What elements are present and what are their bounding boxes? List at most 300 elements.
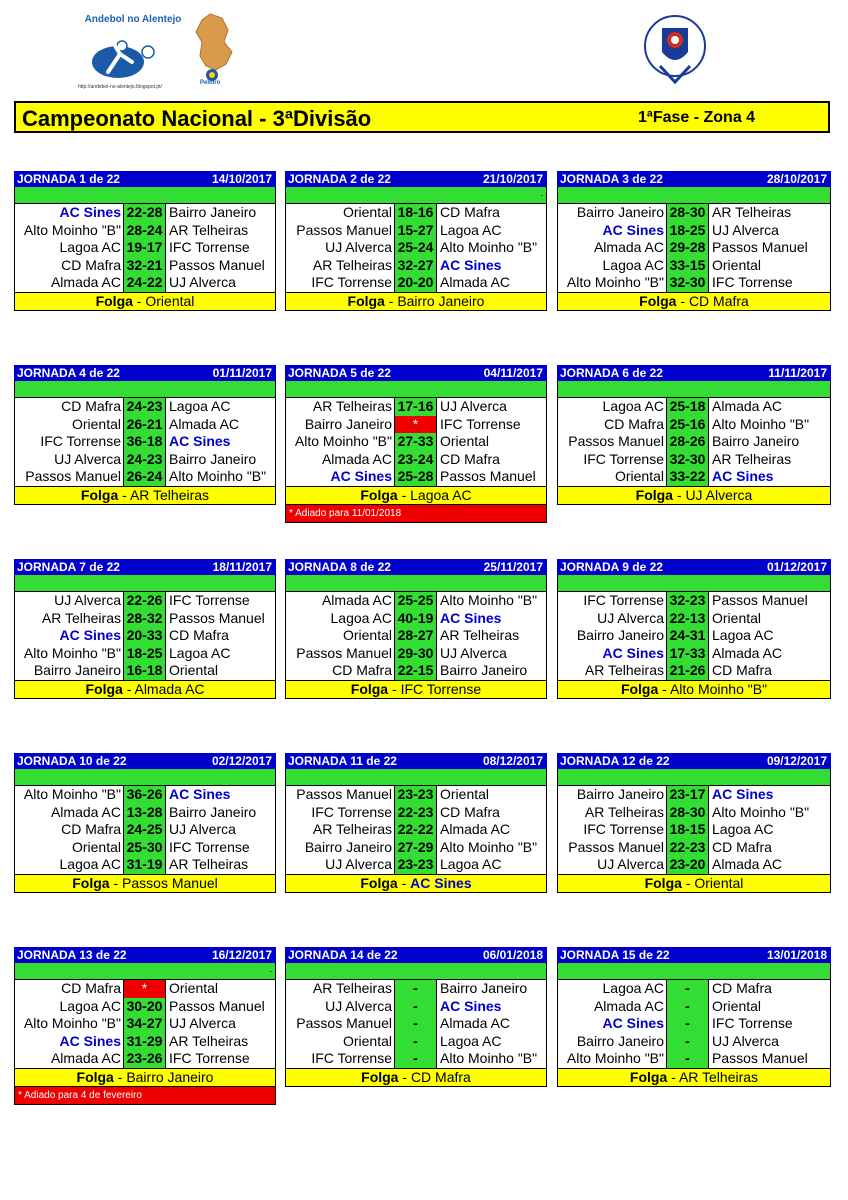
folga-label: Folga — [347, 292, 385, 309]
match-score: 36-26 — [123, 786, 166, 804]
match-row — [15, 468, 275, 486]
match-score: 18-25 — [666, 222, 709, 240]
home-team: Oriental — [614, 468, 664, 485]
match-row — [558, 239, 830, 257]
match-row — [558, 274, 830, 292]
home-team: Bairro Janeiro — [576, 204, 664, 220]
away-team: Alto Moinho "B" — [440, 592, 538, 608]
round-block — [14, 753, 276, 893]
match-score: 32-27 — [394, 257, 437, 275]
round-header — [557, 947, 831, 963]
away-team: Lagoa AC — [440, 856, 502, 873]
match-score: 15-27 — [394, 222, 437, 240]
home-team: UJ Alverca — [325, 239, 392, 256]
match-row — [15, 662, 275, 680]
match-row — [286, 856, 546, 874]
round-green-band — [285, 381, 547, 397]
away-team: Bairro Janeiro — [169, 204, 257, 220]
match-score: 22-13 — [666, 610, 709, 628]
folga-separator: - — [672, 486, 686, 503]
match-score: 28-27 — [394, 627, 437, 645]
away-team: CD Mafra — [712, 838, 772, 855]
home-team: AR Telheiras — [312, 821, 392, 838]
match-score: 30-20 — [123, 998, 166, 1016]
folga-separator: - — [658, 680, 670, 697]
away-team: Oriental — [712, 997, 762, 1014]
away-team: Oriental — [169, 662, 219, 679]
match-row — [286, 274, 546, 292]
round-date: 16/12/2017 — [211, 948, 272, 962]
home-team: UJ Alverca — [597, 609, 664, 626]
round-name: JORNADA 1 de 22 — [17, 172, 120, 186]
match-table — [285, 785, 547, 875]
round-green-band — [285, 769, 547, 785]
away-team: AR Telheiras — [440, 627, 520, 644]
home-team: Oriental — [342, 204, 392, 220]
round-name: JORNADA 11 de 22 — [288, 754, 397, 768]
folga-team: Oriental — [694, 874, 744, 891]
match-row — [15, 222, 275, 240]
match-row — [15, 1015, 275, 1033]
match-score: - — [394, 1050, 437, 1068]
match-score: - — [394, 998, 437, 1016]
away-team: AC Sines — [169, 786, 231, 802]
round-green-band — [557, 769, 831, 785]
home-team: CD Mafra — [61, 398, 121, 414]
match-row — [15, 1033, 275, 1051]
match-row — [15, 804, 275, 822]
match-row — [286, 645, 546, 663]
home-team: Bairro Janeiro — [33, 662, 121, 679]
match-score: 29-28 — [666, 239, 709, 257]
away-team: AC Sines — [440, 609, 502, 626]
home-team: AR Telheiras — [584, 803, 664, 820]
away-team: CD Mafra — [169, 627, 229, 644]
home-team: AC Sines — [602, 644, 664, 661]
home-team: Passos Manuel — [568, 838, 664, 855]
home-team: IFC Torrense — [583, 821, 664, 838]
match-score: 24-25 — [123, 821, 166, 839]
away-team: UJ Alverca — [169, 274, 236, 291]
match-score: 24-23 — [123, 451, 166, 469]
away-team: IFC Torrense — [169, 1050, 250, 1067]
folga-label: Folga — [360, 486, 398, 503]
match-row — [558, 998, 830, 1016]
round-name: JORNADA 14 de 22 — [288, 948, 398, 962]
round-dot: . — [540, 188, 543, 198]
folga-team: Almada AC — [134, 680, 205, 697]
handball-player-icon — [90, 32, 170, 82]
round-block — [557, 559, 831, 699]
away-team: Lagoa AC — [440, 221, 502, 238]
round-date: 01/11/2017 — [212, 366, 272, 380]
match-row — [286, 398, 546, 416]
page-title: Campeonato Nacional - 3ªDivisão — [22, 106, 372, 131]
round-block — [557, 753, 831, 893]
home-team: CD Mafra — [332, 662, 392, 679]
round-green-band — [557, 963, 831, 979]
away-team: Alto Moinho "B" — [712, 803, 810, 820]
home-team: AC Sines — [602, 1015, 664, 1032]
match-table — [285, 591, 547, 681]
folga-label: Folga — [361, 1068, 399, 1085]
away-team: Almada AC — [712, 644, 783, 661]
round-date: 18/11/2017 — [212, 560, 272, 574]
round-green-band — [557, 187, 831, 203]
folga-team: Passos Manuel — [122, 874, 218, 891]
folga-separator: - — [132, 292, 146, 309]
round-date: 09/12/2017 — [766, 754, 827, 768]
round-header — [285, 559, 547, 575]
match-row — [15, 1050, 275, 1068]
round-header — [285, 753, 547, 769]
match-score: 23-17 — [666, 786, 709, 804]
match-score: 29-30 — [394, 645, 437, 663]
match-score: 22-23 — [666, 839, 709, 857]
round-dot: . — [269, 964, 272, 974]
match-score: - — [666, 1015, 709, 1033]
folga-label: Folga — [80, 486, 119, 503]
home-team: AR Telheiras — [41, 609, 121, 626]
match-score: 20-33 — [123, 627, 166, 645]
round-date: 25/11/2017 — [483, 560, 543, 574]
folga-row — [14, 1069, 276, 1087]
match-score: 18-16 — [394, 204, 437, 222]
round-header — [14, 753, 276, 769]
round-green-band — [14, 381, 276, 397]
match-row — [558, 610, 830, 628]
away-team: AC Sines — [440, 256, 502, 273]
match-row — [558, 804, 830, 822]
match-score: - — [666, 1050, 709, 1068]
home-team: Oriental — [342, 1032, 392, 1049]
round-header — [557, 171, 831, 187]
folga-separator: - — [397, 874, 411, 891]
match-score: 32-30 — [666, 274, 709, 292]
home-team: IFC Torrense — [311, 274, 392, 291]
andebol-alentejo-logo — [78, 14, 188, 94]
away-team: Lagoa AC — [712, 821, 774, 838]
round-green-band — [14, 963, 276, 979]
home-team: CD Mafra — [61, 980, 121, 996]
round-header — [557, 365, 831, 381]
folga-label: Folga — [635, 486, 673, 503]
match-score: 23-26 — [123, 1050, 166, 1068]
away-team: Lagoa AC — [712, 627, 774, 644]
match-table — [285, 203, 547, 293]
match-score: 40-19 — [394, 610, 437, 628]
away-team: IFC Torrense — [169, 592, 250, 608]
folga-team: Oriental — [145, 292, 195, 309]
away-team: AR Telheiras — [169, 221, 249, 238]
folga-team: Lagoa AC — [410, 486, 472, 503]
folga-label: Folga — [639, 292, 677, 309]
match-row — [286, 821, 546, 839]
folga-row — [557, 487, 831, 505]
home-team: Lagoa AC — [59, 856, 121, 873]
home-team: Almada AC — [50, 1050, 121, 1067]
match-row — [558, 786, 830, 804]
home-team: Passos Manuel — [568, 433, 664, 450]
away-team: UJ Alverca — [712, 1032, 779, 1049]
home-team: UJ Alverca — [54, 450, 121, 467]
match-score: - — [666, 998, 709, 1016]
home-team: Almada AC — [593, 239, 664, 256]
away-team: Lagoa AC — [440, 1032, 502, 1049]
home-team: Alto Moinho "B" — [23, 786, 121, 802]
match-row — [286, 662, 546, 680]
match-row — [558, 398, 830, 416]
match-score: 18-15 — [666, 821, 709, 839]
folga-row — [14, 875, 276, 893]
match-score: 25-28 — [394, 468, 437, 486]
round-header — [557, 559, 831, 575]
home-team: CD Mafra — [61, 256, 121, 273]
match-row — [15, 627, 275, 645]
away-team: Passos Manuel — [712, 239, 808, 256]
match-row — [15, 998, 275, 1016]
folga-team: Bairro Janeiro — [126, 1068, 214, 1085]
folga-team: CD Mafra — [410, 1068, 471, 1085]
match-row — [286, 839, 546, 857]
round-block — [557, 171, 831, 311]
match-score: 32-21 — [123, 257, 166, 275]
round-green-band — [285, 575, 547, 591]
home-team: IFC Torrense — [311, 1050, 392, 1067]
away-team: Almada AC — [169, 415, 240, 432]
folga-separator: - — [388, 680, 401, 697]
round-block — [285, 365, 547, 523]
home-team: Lagoa AC — [602, 398, 664, 414]
folga-label: Folga — [95, 292, 133, 309]
match-row — [286, 451, 546, 469]
home-team: Passos Manuel — [296, 1015, 392, 1032]
match-score: 23-24 — [394, 451, 437, 469]
folga-separator: - — [113, 1068, 127, 1085]
match-row — [286, 610, 546, 628]
folga-row — [557, 681, 831, 699]
match-score: 26-21 — [123, 416, 166, 434]
home-team: Passos Manuel — [296, 221, 392, 238]
match-row — [558, 821, 830, 839]
phase-label: 1ªFase - Zona 4 — [638, 109, 756, 126]
round-date: 04/11/2017 — [483, 366, 543, 380]
match-table — [14, 397, 276, 487]
match-row — [558, 856, 830, 874]
away-team: Passos Manuel — [169, 256, 265, 273]
match-score: 25-18 — [666, 398, 709, 416]
home-team: IFC Torrense — [583, 592, 664, 608]
home-team: AC Sines — [602, 221, 664, 238]
match-row — [15, 856, 275, 874]
home-team: Lagoa AC — [59, 239, 121, 256]
away-team: Alto Moinho "B" — [440, 1050, 538, 1067]
away-team: CD Mafra — [712, 662, 772, 679]
match-table — [557, 397, 831, 487]
round-block — [557, 947, 831, 1087]
round-name: JORNADA 5 de 22 — [288, 366, 391, 380]
match-table — [557, 203, 831, 293]
folga-team: Alto Moinho "B" — [669, 680, 768, 697]
match-score: 25-30 — [123, 839, 166, 857]
match-score: - — [666, 1033, 709, 1051]
folga-team: UJ Alverca — [685, 486, 753, 503]
home-team: IFC Torrense — [311, 803, 392, 820]
round-date: 08/12/2017 — [482, 754, 543, 768]
round-header — [557, 753, 831, 769]
away-team: Almada AC — [440, 821, 511, 838]
round-block — [14, 365, 276, 505]
folga-separator: - — [676, 292, 689, 309]
round-header — [285, 365, 547, 381]
folga-separator: - — [122, 680, 135, 697]
match-table — [14, 203, 276, 293]
away-team: Passos Manuel — [440, 468, 536, 485]
match-row — [558, 433, 830, 451]
away-team: Almada AC — [440, 1015, 511, 1032]
match-score: 28-26 — [666, 433, 709, 451]
match-row — [558, 662, 830, 680]
home-team: Alto Moinho "B" — [566, 274, 664, 291]
match-score: 22-26 — [123, 592, 166, 610]
home-team: IFC Torrense — [40, 433, 121, 450]
match-row — [15, 610, 275, 628]
round-block — [285, 171, 547, 311]
match-row — [286, 804, 546, 822]
home-team: AR Telheiras — [312, 980, 392, 996]
away-team: IFC Torrense — [712, 274, 793, 291]
round-date: 06/01/2018 — [482, 948, 543, 962]
match-row — [558, 451, 830, 469]
away-team: Passos Manuel — [169, 609, 265, 626]
home-team: Almada AC — [50, 803, 121, 820]
match-score: 22-15 — [394, 662, 437, 680]
match-row — [558, 257, 830, 275]
home-team: Bairro Janeiro — [304, 838, 392, 855]
home-team: AR Telheiras — [584, 662, 664, 679]
round-date: 28/10/2017 — [766, 172, 827, 186]
home-team: AR Telheiras — [312, 256, 392, 273]
home-team: IFC Torrense — [583, 450, 664, 467]
folga-separator: - — [398, 1068, 411, 1085]
home-team: Passos Manuel — [296, 786, 392, 802]
home-team: Bairro Janeiro — [576, 1032, 664, 1049]
match-score: 23-23 — [394, 786, 437, 804]
match-row — [286, 239, 546, 257]
match-table — [14, 591, 276, 681]
round-green-band — [557, 575, 831, 591]
round-header — [285, 171, 547, 187]
home-team: Passos Manuel — [25, 468, 121, 485]
folga-team: Bairro Janeiro — [397, 292, 485, 309]
match-table — [285, 397, 547, 487]
home-team: Bairro Janeiro — [576, 786, 664, 802]
folga-separator: - — [118, 486, 130, 503]
home-team: Lagoa AC — [330, 609, 392, 626]
match-row — [558, 204, 830, 222]
match-score: 32-23 — [666, 592, 709, 610]
match-row — [286, 257, 546, 275]
away-team: Almada AC — [712, 856, 783, 873]
away-team: Bairro Janeiro — [440, 980, 528, 996]
away-team: CD Mafra — [440, 450, 500, 467]
folga-team: AR Telheiras — [129, 486, 210, 503]
match-row — [286, 786, 546, 804]
match-table — [557, 785, 831, 875]
away-team: CD Mafra — [440, 803, 500, 820]
round-header — [14, 947, 276, 963]
match-row — [15, 821, 275, 839]
away-team: AC Sines — [712, 468, 774, 485]
org-url: http://andebol-no-alentejo.blogspot.pt/ — [78, 84, 162, 90]
home-team: Alto Moinho "B" — [23, 221, 121, 238]
round-name: JORNADA 6 de 22 — [560, 366, 663, 380]
match-row — [286, 998, 546, 1016]
round-block — [14, 171, 276, 311]
match-row — [558, 1015, 830, 1033]
postponed-note: * Adiado para 4 de fevereiro — [14, 1087, 276, 1105]
home-team: AC Sines — [59, 1032, 121, 1049]
away-team: UJ Alverca — [440, 398, 507, 414]
home-team: Lagoa AC — [602, 980, 664, 996]
match-score: 28-24 — [123, 222, 166, 240]
round-name: JORNADA 4 de 22 — [17, 366, 120, 380]
match-score: 24-31 — [666, 627, 709, 645]
home-team: UJ Alverca — [597, 856, 664, 873]
round-header — [14, 171, 276, 187]
round-name: JORNADA 9 de 22 — [560, 560, 663, 574]
match-row — [558, 592, 830, 610]
round-green-band — [285, 187, 547, 203]
folga-separator: - — [397, 486, 411, 503]
folga-team: AC Sines — [410, 874, 472, 891]
round-name: JORNADA 10 de 22 — [17, 754, 127, 768]
match-score: 22-22 — [394, 821, 437, 839]
match-row — [15, 645, 275, 663]
match-score: 28-30 — [666, 204, 709, 222]
folga-row — [285, 681, 547, 699]
folga-label: Folga — [72, 874, 110, 891]
match-score: - — [394, 980, 437, 998]
home-team: AC Sines — [59, 627, 121, 644]
away-team: IFC Torrense — [169, 838, 250, 855]
match-row — [286, 222, 546, 240]
match-score: - — [394, 1033, 437, 1051]
match-score: 27-29 — [394, 839, 437, 857]
folga-separator: - — [109, 874, 123, 891]
home-team: Almada AC — [50, 274, 121, 291]
home-team: CD Mafra — [61, 821, 121, 838]
postponed-note: * Adiado para 11/01/2018 — [285, 505, 547, 523]
home-team: Almada AC — [321, 592, 392, 608]
folga-team: CD Mafra — [688, 292, 749, 309]
folga-label: Folga — [620, 680, 659, 697]
match-score: 31-29 — [123, 1033, 166, 1051]
home-team: Almada AC — [321, 450, 392, 467]
match-score: - — [394, 1015, 437, 1033]
away-team: Alto Moinho "B" — [712, 415, 810, 432]
away-team: Oriental — [440, 433, 490, 450]
match-score: 33-22 — [666, 468, 709, 486]
match-row — [15, 239, 275, 257]
round-name: JORNADA 7 de 22 — [17, 560, 120, 574]
match-row — [15, 451, 275, 469]
away-team: CD Mafra — [440, 204, 500, 220]
round-name: JORNADA 15 de 22 — [560, 948, 670, 962]
home-team: UJ Alverca — [325, 856, 392, 873]
match-row — [15, 204, 275, 222]
home-team: Alto Moinho "B" — [23, 1015, 121, 1032]
